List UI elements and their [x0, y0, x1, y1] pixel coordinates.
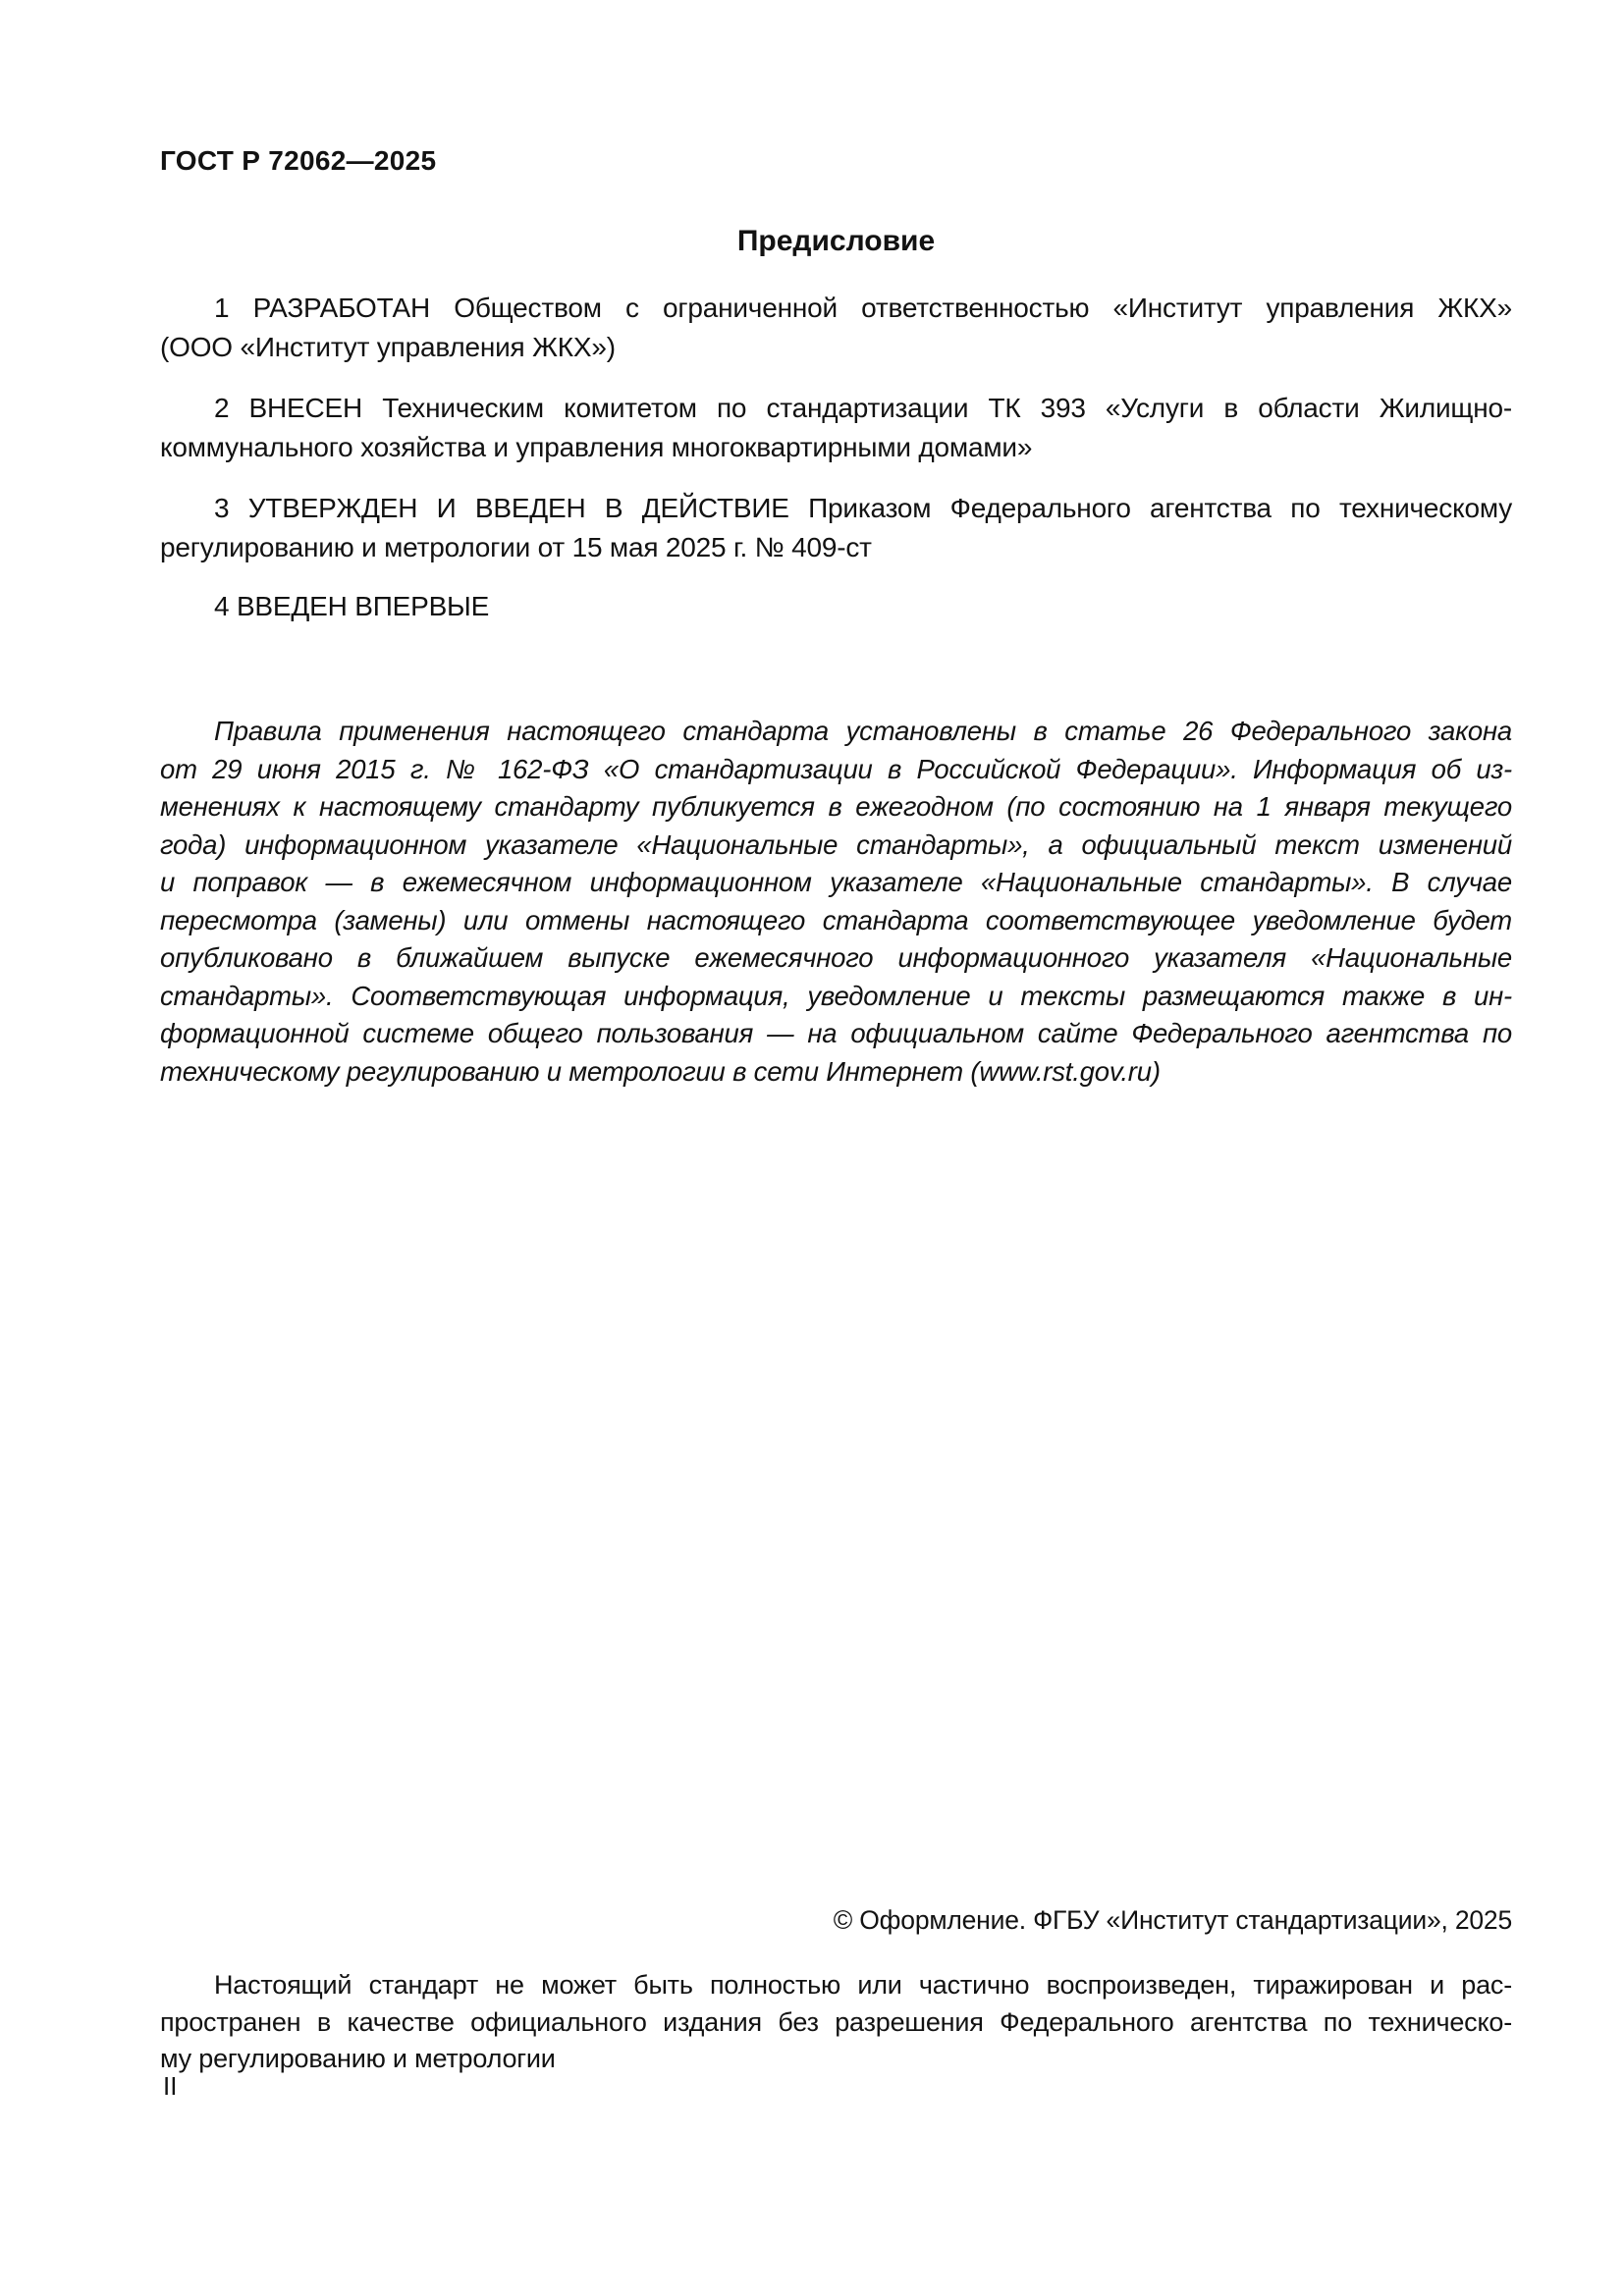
text-line: регулированию и метрологии от 15 мая 2025 г. № 409-ст	[160, 532, 872, 562]
text-line: 1 РАЗРАБОТАН Обществом с ограниченной ответственностью «Институт управления ЖКХ»	[214, 293, 1512, 323]
text-line: 3 УТВЕРЖДЕН И ВВЕДЕН В ДЕЙСТВИЕ Приказом Федерального агентства по техническому	[214, 493, 1512, 523]
text-line: формационной системе общего пользования — на официальном сайте Федерального агентства по	[160, 1018, 1512, 1048]
text-line: и поправок — в ежемесячном информационном указателе «Национальные стандарты». В случае	[160, 867, 1512, 897]
application-rules-note	[160, 713, 1512, 1091]
text-line: пересмотра (замены) или отмены настоящего стандарта соответствующее уведомление будет	[160, 904, 1512, 935]
text-line: Настоящий стандарт не может быть полностью или частично воспроизведен, тиражирован и рас-	[214, 1970, 1512, 2000]
text-line: от 29 июня 2015 г. № 162-ФЗ «О стандартизации в Российской Федерации». Информация об из-	[160, 753, 1512, 784]
text-line: 4 ВВЕДЕН ВПЕРВЫЕ	[214, 591, 490, 621]
text-line: пространен в качестве официального издания без разрешения Федерального агентства по техническо-	[160, 2006, 1512, 2037]
text-line: коммунального хозяйства и управления многоквартирными домами»	[160, 432, 1033, 462]
text-line: Правила применения настоящего стандарта установлены в статье 26 Федерального закона	[214, 716, 1512, 746]
copyright-notice: © Оформление. ФГБУ «Институт стандартизации», 2025	[833, 1905, 1512, 1935]
text-line: техническому регулированию и метрологии в сети Интернет (www.rst.gov.ru)	[160, 1055, 1161, 1087]
foreword-item-developed	[160, 289, 1512, 367]
text-line: опубликовано в ближайшем выпуске ежемесячного информационного указателя «Национальные	[160, 942, 1512, 973]
foreword-item-first-edition	[160, 587, 1512, 626]
page-number: II	[163, 2071, 178, 2101]
text-line: года) информационном указателе «Национальные стандарты», а официальный текст изменений	[160, 828, 1512, 860]
foreword-title: Предисловие	[736, 225, 936, 257]
foreword-item-submitted	[160, 389, 1512, 467]
text-line: (ООО «Институт управления ЖКХ»)	[160, 332, 616, 362]
reproduction-restriction-note	[160, 1967, 1512, 2078]
text-line: менениях к настоящему стандарту публикуется в ежегодном (по состоянию на 1 января текущего	[160, 791, 1512, 822]
standard-designation: ГОСТ Р 72062—2025	[160, 145, 437, 176]
text-line: стандарты». Соответствующая информация, уведомление и тексты размещаются также в ин-	[160, 980, 1512, 1011]
text-line: 2 ВНЕСЕН Техническим комитетом по стандартизации ТК 393 «Услуги в области Жилищно-	[214, 393, 1512, 423]
foreword-item-approved	[160, 489, 1512, 567]
text-line: му регулированию и метрологии	[160, 2044, 556, 2073]
